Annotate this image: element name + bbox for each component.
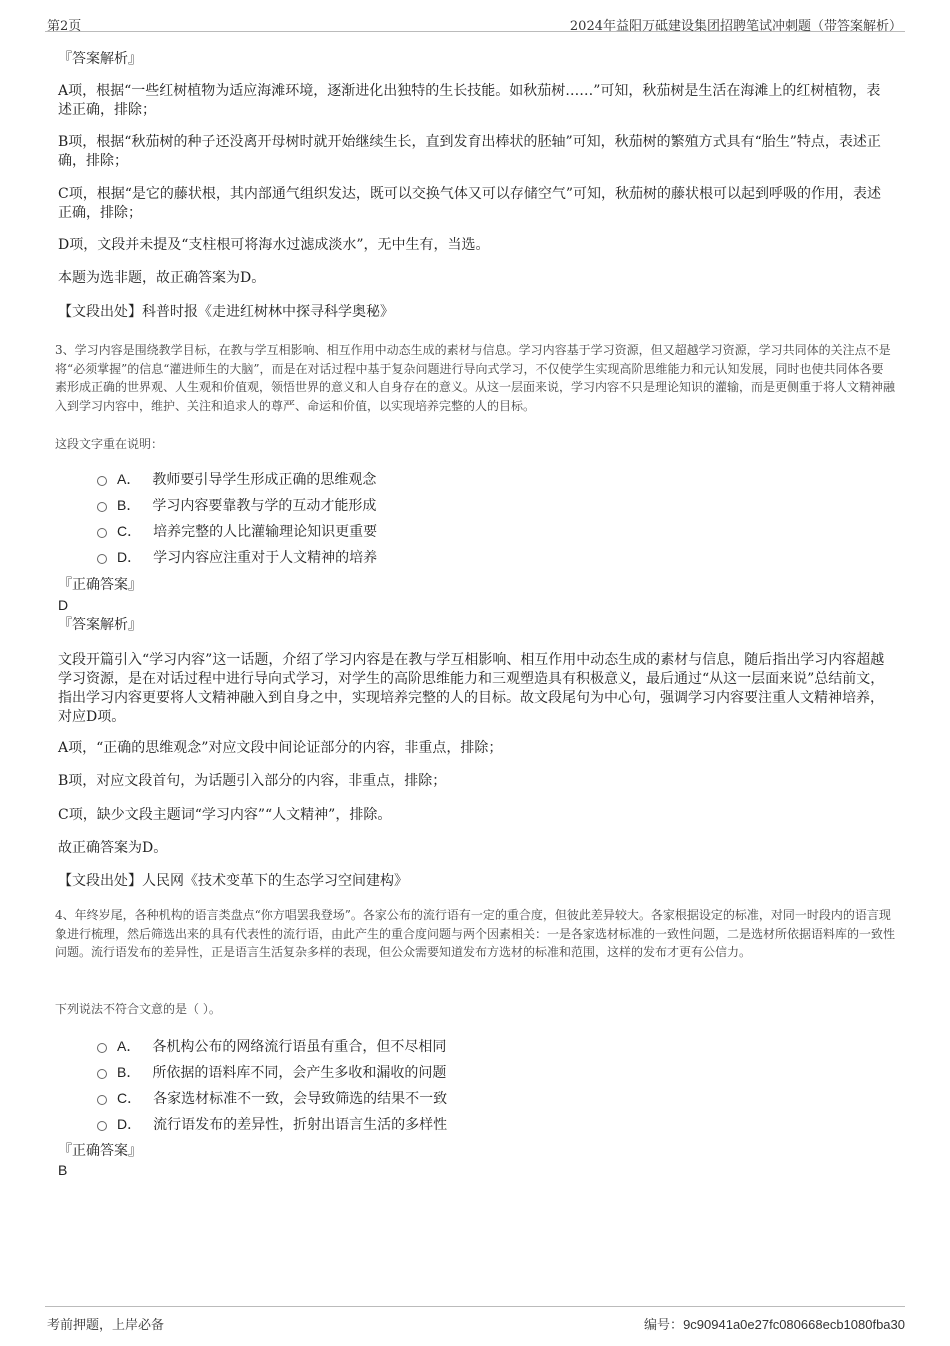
q3-source: 【文段出处】人民网《技术变革下的生态学习空间建构》	[58, 873, 408, 889]
q4-option-a[interactable]: A． 各机构公布的网络流行语虽有重合，但不尽相同	[97, 1037, 446, 1056]
radio-icon[interactable]	[97, 1121, 107, 1131]
q3-answer-title: 『正确答案』	[58, 577, 142, 593]
q3-option-a[interactable]: A． 教师要引导学生形成正确的思维观念	[97, 470, 376, 489]
q3-analysis-title: 『答案解析』	[58, 617, 142, 633]
footer-slogan: 考前押题，上岸必备	[47, 1318, 165, 1333]
q3-option-b[interactable]: B． 学习内容要靠教与学的互动才能形成	[97, 496, 376, 515]
q2-conclusion: 本题为选非题，故正确答案为D。	[58, 270, 266, 286]
q2-analysis-title: 『答案解析』	[58, 51, 142, 67]
q2-analysis-c: C项，根据“是它的藤状根，其内部通气组织发达，既可以交换气体又可以存储空气”可知，秋茄树的藤状根可以起到呼吸的作用，表述正确，排除；	[58, 186, 882, 221]
q3-passage: 3、学习内容是围绕教学目标，在教与学互相影响、相互作用中动态生成的素材与信息。学习内容基于学习资源，但又超越学习资源，学习共同体的关注点不是将“必须掌握”的信息“灌进师生的大脑”，而是在对话过程中基于复杂问题进行导向式学习，不仅使学生实现高阶思维能力和元认知发展，同时也使共同体各要素形成正确的世界观、人生观和价值观，领悟世界的意义和人自身存在的意义。从这一层面来说，学习内容不只是理论知识的灌输，而是更侧重于将人文精神融入到学习内容中，维护、关注和追求人的尊严、命运和价值，以实现培养完整的人的目标。	[55, 343, 896, 413]
header-divider	[45, 31, 905, 32]
q3-answer: D	[58, 597, 69, 613]
q4-stem: 下列说法不符合文意的是（ ）。	[55, 1002, 221, 1016]
q3-analysis-c: C项，缺少文段主题词“学习内容”“人文精神”，排除。	[58, 807, 392, 823]
page-footer	[0, 1306, 950, 1346]
q4-option-b[interactable]: B． 所依据的语料库不同，会产生多收和漏收的问题	[97, 1063, 446, 1082]
page-number: 第2页	[47, 19, 82, 34]
q4-answer: B	[58, 1162, 68, 1178]
radio-icon[interactable]	[97, 502, 107, 512]
q3-stem: 这段文字重在说明：	[55, 437, 164, 451]
q2-source: 【文段出处】科普时报《走进红树林中探寻科学奥秘》	[58, 304, 394, 320]
footer-code-value: 9c90941a0e27fc080668ecb1080fba30	[683, 1317, 905, 1332]
q4-option-d[interactable]: D． 流行语发布的差异性，折射出语言生活的多样性	[97, 1115, 447, 1134]
footer-divider	[45, 1306, 905, 1307]
q3-analysis-main: 文段开篇引入“学习内容”这一话题，介绍了学习内容是在教与学互相影响、相互作用中动态生成的素材与信息，随后指出学习内容超越学习资源，是在对话过程中进行导向式学习，对学生的高阶思维能力和三观塑造具有积极意义，最后通过“从这一层面来说”总结前文，指出学习内容更要将人文精神融入到自身之中，实现培养完整的人的目标。故文段尾句为中心句，强调学习内容要注重人文精神培养，对应D项。	[58, 652, 885, 725]
radio-icon[interactable]	[97, 476, 107, 486]
page-header	[0, 0, 950, 32]
document-title: 2024年益阳万砥建设集团招聘笔试冲刺题（带答案解析）	[569, 19, 902, 34]
footer-code	[644, 1314, 905, 1333]
radio-icon[interactable]	[97, 1069, 107, 1079]
q3-option-d[interactable]: D． 学习内容应注重对于人文精神的培养	[97, 548, 377, 567]
q2-analysis-d: D项，文段并未提及“支柱根可将海水过滤成淡水”，无中生有，当选。	[58, 237, 490, 253]
q2-analysis-a: A项，根据“一些红树植物为适应海滩环境，逐渐进化出独特的生长技能。如秋茄树……”可知，秋茄树是生活在海滩上的红树植物，表述正确，排除；	[58, 83, 881, 118]
radio-icon[interactable]	[97, 554, 107, 564]
footer-code-label: 编号：	[644, 1318, 684, 1333]
q3-option-c[interactable]: C． 培养完整的人比灌输理论知识更重要	[97, 522, 377, 541]
q3-analysis-a: A项，“正确的思维观念”对应文段中间论证部分的内容，非重点，排除；	[58, 740, 503, 756]
q4-passage: 4、年终岁尾，各种机构的语言类盘点“你方唱罢我登场”。各家公布的流行语有一定的重合度，但彼此差异较大。各家根据设定的标准，对同一时段内的语言现象进行梳理，然后筛选出来的具有代表性的流行语，由此产生的重合度问题与两个因素相关：一是各家选材标准的一致性问题，二是选材所依据语料库的一致性问题。流行语发布的差异性，正是语言生活复杂多样的表现，但公众需要知道发布方选材的标准和范围，这样的发布才更有公信力。	[55, 908, 896, 959]
q2-analysis-b: B项，根据“秋茄树的种子还没离开母树时就开始继续生长，直到发育出棒状的胚轴”可知，秋茄树的繁殖方式具有“胎生”特点，表述正确，排除；	[58, 134, 881, 169]
q3-analysis-b: B项，对应文段首句，为话题引入部分的内容，非重点，排除；	[58, 773, 447, 789]
q4-answer-title: 『正确答案』	[58, 1143, 142, 1159]
radio-icon[interactable]	[97, 1043, 107, 1053]
radio-icon[interactable]	[97, 528, 107, 538]
q4-option-c[interactable]: C． 各家选材标准不一致，会导致筛选的结果不一致	[97, 1089, 447, 1108]
q3-conclusion: 故正确答案为D。	[58, 840, 168, 856]
radio-icon[interactable]	[97, 1095, 107, 1105]
